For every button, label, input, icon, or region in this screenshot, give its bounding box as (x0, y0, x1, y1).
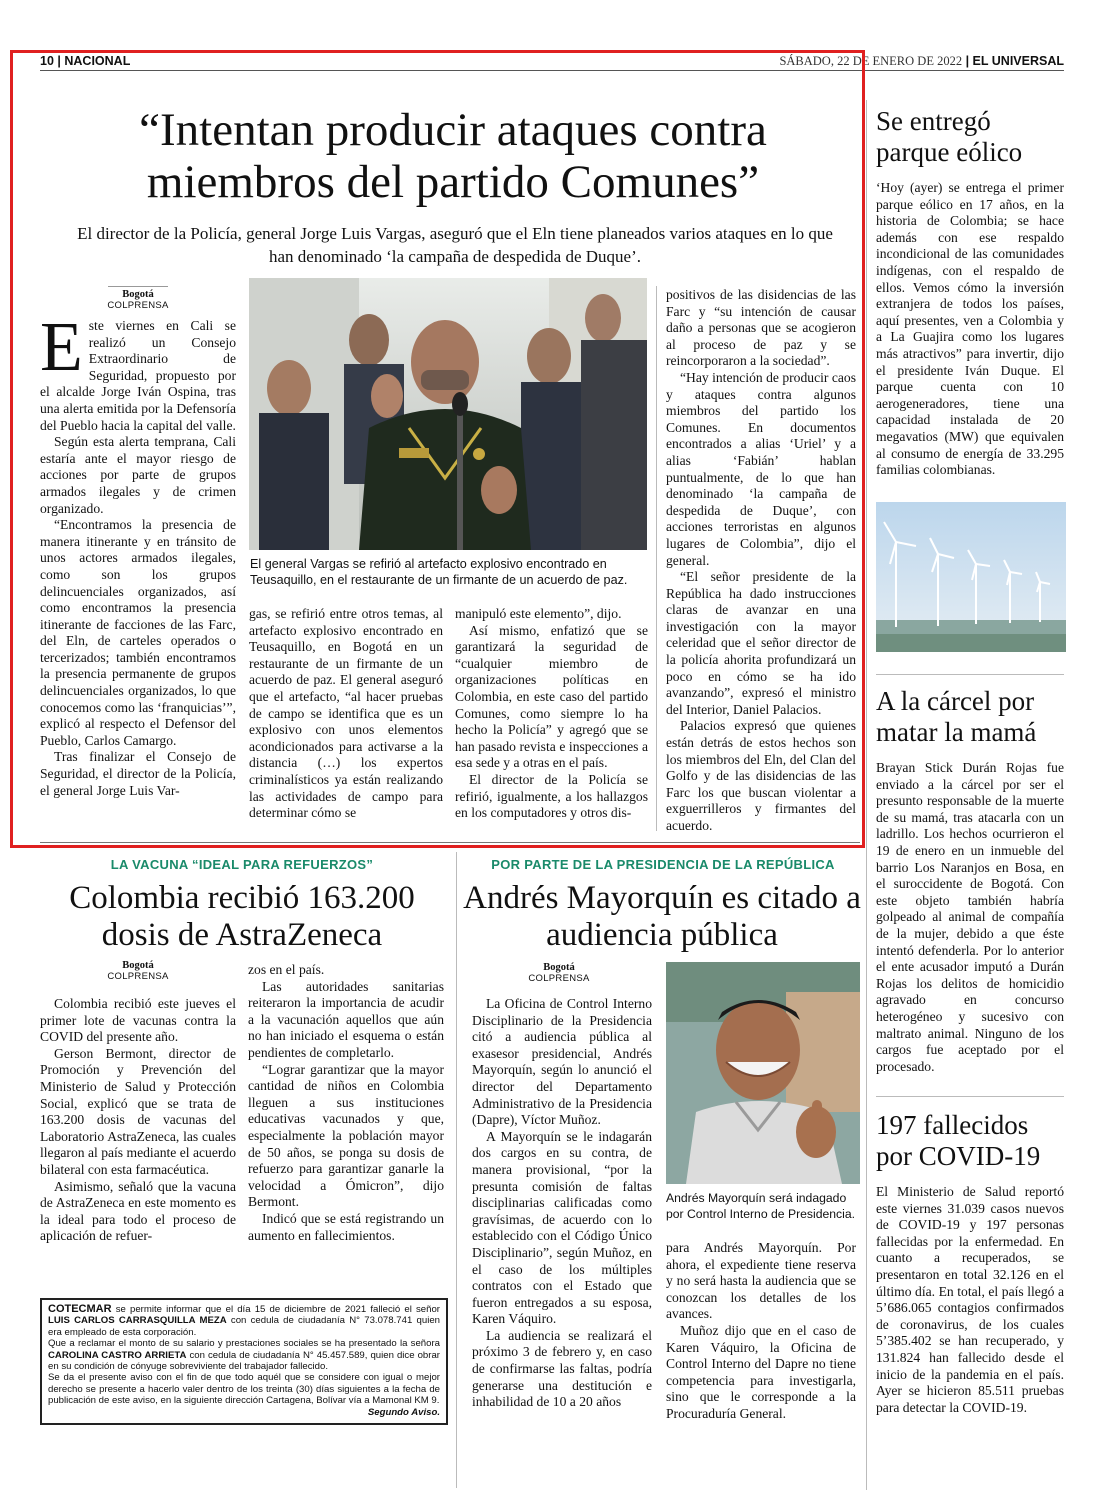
notice-company: COTECMAR (48, 1303, 112, 1315)
newspaper-name: EL UNIVERSAL (972, 54, 1064, 68)
eolico-headline: Se entregó parque eólico (876, 106, 1023, 167)
photo-andres-mayorquin (666, 962, 860, 1184)
highlight-frame (10, 50, 865, 848)
mayorquin-column-2: para Andrés Mayorquín. Por ahora, el expediente tiene reserva y no será hasta la audiencia que se conozcan los detalles de los avances. Muñoz dijo que en el caso de Karen Váquiro, la Oficina de Control Interno del Dapre no tiene competencia para investigarla, sino que le corresponde a la Procuraduría General. (666, 1240, 856, 1421)
byline-city: Bogotá (122, 289, 154, 300)
issue-date: SÁBADO, 22 DE ENERO DE 2022 (779, 54, 963, 68)
vacuna-column-1: Colombia recibió este jueves el primer lote de vacunas contra la COVID del presente año. Gerson Bermont, director de Promoción y Prevención del Ministerio de Salud y Protección Social, explicó que se trata de 163.200 dosis de vacunas del Laboratorio AstraZeneca, las cuales llegaron al país mediante el acuerdo bilateral con esta farmacéutica. Asimismo, señaló que la vacuna de AstraZeneca en este momento es la ideal para todo el proceso de aplicación de refuer- (40, 996, 236, 1244)
eolico-body: ‘Hoy (ayer) se entrega el primer parque eólico en 17 años, en la historia de Colombia; se hace además con ese respaldo incondicional de las comunidades indígenas, con el respaldo de ellos. Vemos cómo la inversión extranjera de todos los países, aquí presentes, ven a Colombia y a La Guajira como los lugares más atractivos” para invertir, dijo el presidente Iván Duque. El parque cuenta con 10 aerogeneradores, tiene una capacidad instalada de 20 megavatios (MW) que equivalen al consumo de energía de 33.295 familias colombianas. (876, 180, 1064, 478)
cotecmar-notice: COTECMAR se permite informar que el día 15 de diciembre de 2021 falleció el señor LUIS CARLOS CARRASQUILLA MEZA con cedula de ciudadanía N° 73.078.741 quien era empleado de esta corporación. Que a reclamar el monto de su salario y prestaciones sociales se ha presentado la señora CAROLINA CASTRO ARRIETA con cedula de ciudadanía N° 45.457.589, quien dice obrar en su condición de cónyuge sobreviviente del trabajador fallecido. Se da el presente aviso con el fin de que todo aquél que se considere con igual o mejor derecho se presente a hacerlo valer dentro de los treinta (30) días siguientes a la fecha de publicación de este aviso, en la siguiente dirección Cartagena, Bolívar vía a Mamonal KM 9. Segundo Aviso. (40, 1298, 448, 1425)
sidebar-rule (876, 1096, 1064, 1097)
main-photo-caption: El general Vargas se refirió al artefacto explosivo encontrado en Teusaquillo, en el restaurante de un firmante de un acuerdo de paz. (250, 557, 628, 587)
covid-headline: 197 fallecidos por COVID-19 (876, 1110, 1041, 1171)
mayorquin-photo-caption: Andrés Mayorquín será indagado por Control Interno de Presidencia. (666, 1191, 856, 1221)
mayorquin-kicker: POR PARTE DE LA PRESIDENCIA DE LA REPÚBLICA (491, 857, 835, 872)
covid-body: El Ministerio de Salud reportó este viernes 31.039 casos nuevos de COVID-19 y 197 personas fallecidas por la enfermedad. En cuanto a recuperados, se presentaron en total 32.126 en el último día. En total, el país llegó a 5’686.065 contagios confirmados de coronavirus, de los cuales 5’385.402 se han recuperado, y 131.824 han fallecido desde el inicio de la pandemia en el país. Ayer se hicieron 85.511 pruebas para detectar la COVID-19. (876, 1184, 1064, 1415)
main-column-3: manipuló este elemento”, dijo. Así mismo, enfatizó que se garantizará la seguridad de “cualquier miembro de organizaciones políticas en Colombia, en este caso del partido Comunes, como siempre lo ha hecho la Policía” y agregó que se han pasado revista e inspecciones a esa sede y a otras en el país. El director de la Policía se refirió, igualmente, a los hallazgos en los computadores y otros dis- (455, 606, 648, 821)
column-rule (456, 852, 457, 1488)
vacuna-column-2: zos en el país. Las autoridades sanitarias reiteraron la importancia de acudir a la vacunación aquellos que aún no han iniciado el esquema o están pendientes de completarlo. “Lograr garantizar que la mayor cantidad de niños en Colombia lleguen a sus instituciones educativas vacunados y que, especialmente la población mayor de 50 años, se ponga su dosis de refuerzo para garantizar ganarle la velocidad a Ómicron”, dijo Bermont. Indicó que se está registrando un aumento en fallecimientos. (248, 962, 444, 1243)
carcel-headline: A la cárcel por matar la mamá (876, 686, 1037, 747)
mayorquin-column-1: La Oficina de Control Interno Disciplinario de la Presidencia citó a audiencia pública al exasesor presidencial, Andrés Mayorquín, según lo anunció el director del Departamento Administrativo de la Presidencia (Dapre), Víctor Muñoz. A Mayorquín se le indagarán dos cargos en su contra, de manera provisional, “por la presunta comisión de faltas disciplinarias calificadas como gravísimas, de acuerdo con lo establecido con el Código Único Disciplinario”, según Muñoz, en el caso de los múltiples contratos con el Estado que fueron entregados a su esposa, Karen Váquiro. La audiencia se realizará el próximo 3 de febrero y, en caso de confirmarse las faltas, podría generarse una destitución e inhabilidad de 10 a 20 años (472, 996, 652, 1410)
main-column-4: positivos de las disidencias de las Farc y “su intención de causar daño a personas que se acogieron al proceso de paz y se reincorporaron a la sociedad”. “Hay intención de producir caos y ataques contra algunos miembros del partido los Comunes. En documentos encontrados a alias ‘Uriel’ y a alias ‘Fabián’ hablan puntualmente, de lo que han denominado ‘la campaña de despedida de Duque’, con acciones terroristas en algunos lugares de Colombia”, dijo el general. “El señor presidente de la República ha dado instrucciones claras de avanzar en una investigación con la mayor celeridad que el señor director de la policía ahorita profundizará un poco en cómo se ha ido avanzando”, expresó el ministro del Interior, Daniel Palacios. Palacios expresó que quienes están detrás de estos hechos son los miembros del Eln, del Clan del Golfo y de las disidencias de las Farc los que buscan violentar a exguerrilleros y firmantes del acuerdo. (666, 287, 856, 833)
vacuna-kicker: LA VACUNA “IDEAL PARA REFUERZOS” (110, 857, 374, 872)
main-column-1: Este viernes en Cali se realizó un Consejo Extraordinario de Seguridad, propuesto por el alcalde Jorge Iván Ospina, tras una alerta emitida por la Defensoría del Pueblo hacia la capital del valle. Según esta alerta temprana, Cali estaría ante el mayor riesgo de acciones por parte de grupos armados ilegales y de crimen organizado. “Encontramos la presencia de manera itinerante y en tránsito de unos actores armados ilegales, como son los grupos delincuenciales organizados, así como encontramos la presencia itinerante de facciones de las Farc, del Eln, de carteles operados o tercerizados; también encontramos la presencia permanente de grupos delincuenciales organizados, lo que conocemos como las ‘franquicias’”, explicó al respecto el Defensor del Pueblo, Carlos Camargo. Tras finalizar el Consejo de Seguridad, el director de la Policía, el general Jorge Luis Var- (40, 309, 236, 798)
carcel-body: Brayan Stick Durán Rojas fue enviado a la cárcel por ser el presunto responsable de la muerte de su mamá, tras atacarla con un ladrillo. Los hechos ocurrieron el 19 de enero en un inmueble del barrio Los Naranjos en Bosa, en el suroccidente de Bogotá. Con este objeto también habría golpeado al animal de compañía de la mujer, debido a que éste intentó defenderla. Por lo anterior el ente acusador imputó a Durán Rojas los delitos de homicidio agravado en concurso heterogéneo y sucesivo con maltrato animal. Ninguno de los cargos fue aceptado por el procesado. (876, 760, 1064, 1074)
column-rule (866, 100, 867, 1490)
notice-signature: Segundo Aviso. (367, 1406, 440, 1418)
section-name: NACIONAL (64, 54, 131, 68)
mayorquin-byline: Bogotá COLPRENSA (528, 962, 590, 984)
main-column-2: gas, se refirió entre otros temas, al artefacto explosivo encontrado en Teusaquillo, en Bogotá en un restaurante de un firmante de un acuerdo de paz. El general aseguró que el artefacto, “al hacer pruebas de campo se identifica que es un explosivo con unos elementos acondicionados para activarse a la distancia (…) los expertos criminalísticos ya están realizando las actividades de campo para determinar cómo se (249, 606, 443, 821)
page-number: 10 (40, 54, 54, 68)
page-header: 10 | NACIONAL SÁBADO, 22 DE ENERO DE 2022 | EL UNIVERSAL (40, 54, 1064, 68)
mayorquin-headline: Andrés Mayorquín es citado a audiencia pública (463, 880, 861, 953)
byline-agency: COLPRENSA (107, 300, 169, 311)
main-headline: “Intentan producir ataques contra miembros del partido Comunes” (139, 104, 767, 208)
vacuna-headline: Colombia recibió 163.200 dosis de AstraZeneca (69, 880, 415, 953)
main-subhead: El director de la Policía, general Jorge Luis Vargas, aseguró que el Eln tiene planeados varios ataques en lo que han denominado ‘la campaña de despedida de Duque’. (77, 224, 833, 266)
sidebar-rule (876, 674, 1064, 675)
drop-cap: E (40, 309, 83, 386)
vacuna-byline: Bogotá COLPRENSA (107, 960, 169, 982)
photo-wind-farm (876, 502, 1066, 652)
